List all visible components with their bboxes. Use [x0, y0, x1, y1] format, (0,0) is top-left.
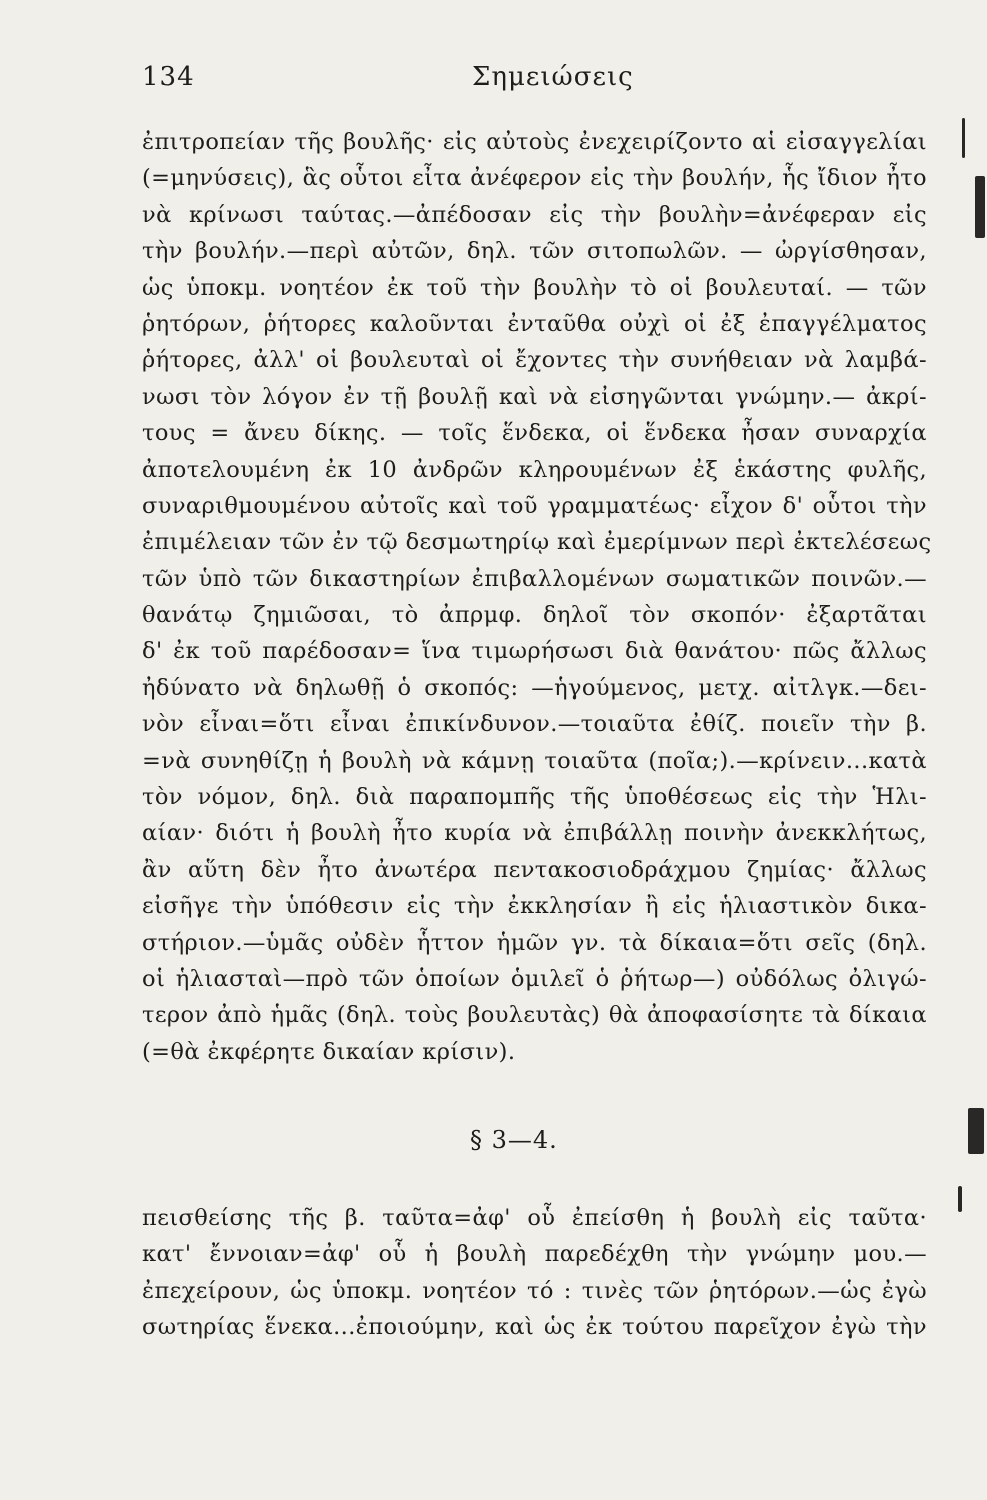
- text-line: =νὰ συνηθίζῃ ἡ βουλὴ νὰ κάμνῃ τοιαῦτα (ποῖα;).—κρίνειν...κατὰ: [142, 747, 927, 774]
- text-line: ῥητόρων, ῥήτορες καλοῦνται ἐνταῦθα οὐχὶ οἱ ἐξ ἐπαγγέλματος: [142, 310, 927, 337]
- scan-edge-mark: [962, 118, 965, 158]
- text-line: ῥήτορες, ἀλλ' οἱ βουλευταὶ οἱ ἔχοντες τὴν συνήθειαν νὰ λαμβά-: [142, 347, 927, 374]
- scan-edge-mark: [958, 1186, 962, 1212]
- text-line: τους = ἄνευ δίκης. — τοῖς ἕνδεκα, οἱ ἕνδεκα ἦσαν συναρχία: [142, 420, 927, 447]
- text-line: οἱ ἡλιασταὶ—πρὸ τῶν ὁποίων ὁμιλεῖ ὁ ῥήτωρ—) οὐδόλως ὀλιγώ-: [142, 965, 927, 992]
- text-line: τερον ἀπὸ ἡμᾶς (δηλ. τοὺς βουλευτὰς) θὰ ἀποφασίσητε τὰ δίκαια: [142, 1002, 927, 1029]
- text-line: τὴν βουλήν.—περὶ αὐτῶν, δηλ. τῶν σιτοπωλῶν. — ὠργίσθησαν,: [142, 238, 927, 265]
- scan-edge-mark: [975, 176, 985, 238]
- text-line: δ' ἐκ τοῦ παρέδοσαν= ἵνα τιμωρήσωσι διὰ θανάτου· πῶς ἄλλως: [142, 638, 927, 665]
- text-line: (=μηνύσεις), ἃς οὗτοι εἶτα ἀνέφερον εἰς τὴν βουλήν, ἧς ἴδιον ἦτο: [142, 165, 927, 192]
- text-line: πεισθείσης τῆς β. ταῦτα=ἀφ' οὗ ἐπείσθη ἡ βουλὴ εἰς ταῦτα·: [142, 1205, 927, 1231]
- text-line: νὸν εἶναι=ὅτι εἶναι ἐπικίνδυνον.—τοιαῦτα ἐθίζ. ποιεῖν τὴν β.: [142, 711, 927, 738]
- page-number: 134: [142, 62, 195, 92]
- page-header: [142, 62, 922, 102]
- text-line: τῶν ὑπὸ τῶν δικαστηρίων ἐπιβαλλομένων σωματικῶν ποινῶν.—: [142, 565, 927, 592]
- text-line: ἠδύνατο νὰ δηλωθῇ ὁ σκοπός: —ἡγούμενος, μετχ. αἰτλγκ.—δει-: [142, 674, 927, 701]
- text-line: ὡς ὑποκμ. νοητέον ἐκ τοῦ τὴν βουλὴν τὸ οἱ βουλευταί. — τῶν: [142, 274, 927, 301]
- text-line: ἐπιτροπείαν τῆς βουλῆς· εἰς αὐτοὺς ἐνεχειρίζοντο αἱ εἰσαγγελίαι: [142, 129, 927, 155]
- text-line: ἂν αὕτη δὲν ἦτο ἀνωτέρα πεντακοσιοδράχμου ζημίας· ἄλλως: [142, 856, 927, 883]
- text-line: αίαν· διότι ἡ βουλὴ ἦτο κυρία νὰ ἐπιβάλλῃ ποινὴν ἀνεκκλήτως,: [142, 820, 927, 847]
- scan-edge-mark: [968, 1108, 984, 1154]
- text-line: νὰ κρίνωσι ταύτας.—ἀπέδοσαν εἰς τὴν βουλὴν=ἀνέφεραν εἰς: [142, 201, 927, 228]
- text-line: εἰσῆγε τὴν ὑπόθεσιν εἰς τὴν ἐκκλησίαν ἢ εἰς ἡλιαστικὸν δικα-: [142, 893, 927, 920]
- text-line: θανάτῳ ζημιῶσαι, τὸ ἀπρμφ. δηλοῖ τὸν σκοπόν· ἐξαρτᾶται: [142, 602, 927, 629]
- text-line: (=θὰ ἐκφέρητε δικαίαν κρίσιν).: [142, 1038, 516, 1065]
- section-heading: § 3—4.: [470, 1126, 558, 1154]
- text-line: σωτηρίας ἕνεκα...ἐποιούμην, καὶ ὡς ἐκ τούτου παρεῖχον ἐγὼ τὴν: [142, 1314, 927, 1341]
- text-line: τὸν νόμον, δηλ. διὰ παραπομπῆς τῆς ὑποθέσεως εἰς τὴν Ἡλι-: [142, 784, 927, 811]
- text-line: κατ' ἔννοιαν=ἀφ' οὗ ἡ βουλὴ παρεδέχθη τὴν γνώμην μου.—: [142, 1241, 927, 1268]
- text-line: στήριον.—ὑμᾶς οὐδὲν ἧττον ἡμῶν γν. τὰ δίκαια=ὅτι σεῖς (δηλ.: [142, 929, 927, 956]
- text-line: νωσι τὸν λόγον ἐν τῇ βουλῇ καὶ νὰ εἰσηγῶνται γνώμην.— ἀκρί-: [142, 383, 927, 410]
- section-text-block: [142, 1200, 927, 1346]
- text-line: ἐπιμέλειαν τῶν ἐν τῷ δεσμωτηρίῳ καὶ ἐμερίμνων περὶ ἐκτελέσεως: [142, 529, 932, 556]
- text-line: ἐπεχείρουν, ὡς ὑποκμ. νοητέον τό : τινὲς τῶν ῥητόρων.—ὡς ἐγὼ: [142, 1277, 927, 1304]
- text-line: συναριθμουμένου αὐτοῖς καὶ τοῦ γραμματέως· εἶχον δ' οὗτοι τὴν: [142, 492, 927, 519]
- notes-text-block: [142, 124, 932, 1070]
- text-line: ἀποτελουμένη ἐκ 10 ἀνδρῶν κληρουμένων ἐξ ἑκάστης φυλῆς,: [142, 456, 927, 483]
- running-title: Σημειώσεις: [472, 62, 634, 92]
